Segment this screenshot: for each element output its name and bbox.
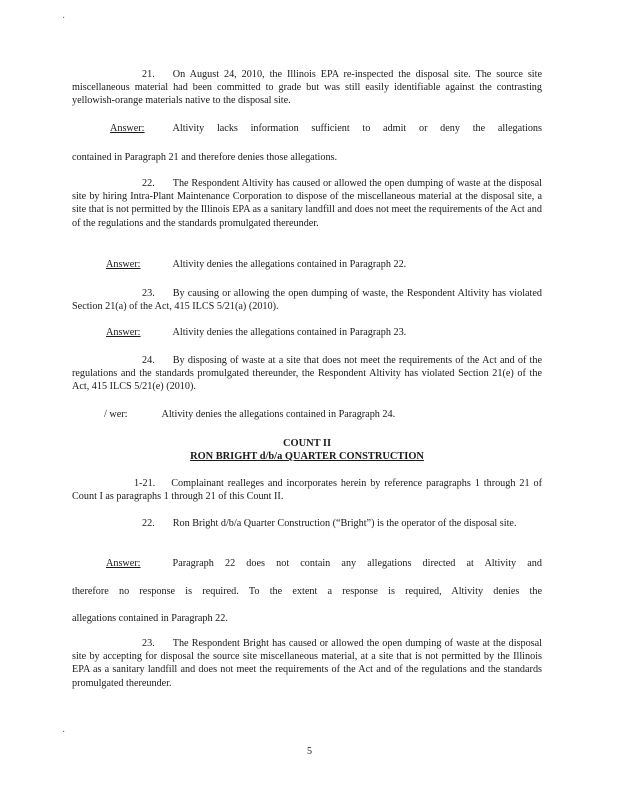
answer-21-line2: contained in Paragraph 21 and therefore denies those allegations. [72, 152, 338, 163]
count-title: COUNT II [282, 438, 332, 449]
paragraph-text: Complainant realleges and incorporates herein by reference paragraphs 1 through 21 of Count I as paragraphs 1 through 21 of this Count II. [72, 478, 542, 503]
answer-22 [72, 258, 542, 271]
paragraph-number: 22. [142, 518, 155, 529]
answer-label: Answer: [106, 327, 141, 338]
answer-label: Answer: [106, 558, 141, 569]
answer-22-count2-line1 [72, 557, 542, 570]
paragraph-number: 22. [142, 178, 155, 189]
answer-22-count2-line2: therefore no response is required. To the extent a response is required, Altivity denies the [72, 586, 542, 597]
scan-speck: · [62, 13, 66, 24]
answer-text: Altivity lacks information sufficient to admit or deny the allegations [172, 123, 542, 134]
answer-text: Altivity denies the allegations contained in Paragraph 23. [172, 327, 407, 338]
paragraph-number: 21. [142, 69, 155, 80]
answer-23 [72, 326, 542, 339]
paragraph-text: The Respondent Altivity has caused or allowed the open dumping of waste at the disposal site by hiring Intra-Plant Maintenance Corporation to dispose of the miscellaneous material at the disposal site, a site that is not permitted by the Illinois EPA as a sanitary landfill and does not meet the requirements of the Act and of the regulations and the standards promulgated thereunder. [72, 178, 542, 229]
answer-22-count2-line3: allegations contained in Paragraph 22. [72, 613, 228, 624]
answer-text: Altivity denies the allegations contained in Paragraph 24. [161, 409, 396, 420]
paragraph-text: Ron Bright d/b/a Quarter Construction (“Bright”) is the operator of the disposal site. [172, 518, 517, 529]
paragraph-number: 23. [142, 638, 155, 649]
answer-label: Answer: [110, 123, 145, 134]
paragraph-23-count2 [72, 637, 542, 690]
answer-text: Altivity denies the allegations contained in Paragraph 22. [172, 259, 407, 270]
paragraph-text: On August 24, 2010, the Illinois EPA re-inspected the disposal site. The source site miscellaneous material had been committed to grade but was still easily identifiable against the contrasting yellowish-orange materials native to the disposal site. [72, 69, 542, 107]
paragraph-21 [72, 68, 542, 108]
answer-24 [72, 408, 542, 421]
scan-speck: · [62, 727, 66, 738]
count-subtitle: RON BRIGHT d/b/a QUARTER CONSTRUCTION [190, 451, 424, 462]
page-number: 5 [307, 746, 312, 757]
paragraph-text: The Respondent Bright has caused or allowed the open dumping of waste at the disposal site by accepting for disposal the source site miscellaneous material, at a site that is not permitted by the Illinois EPA as a sanitary landfill and does not meet the requirements of the Act and of the regulations and the standards promulgated thereunder. [72, 638, 542, 689]
answer-label: Answer: [106, 259, 141, 270]
answer-label: / wer: [104, 409, 128, 420]
answer-21-line1 [72, 122, 542, 135]
paragraph-22 [72, 177, 542, 230]
paragraph-text: By disposing of waste at a site that does not meet the requirements of the Act and of the regulations and the standards promulgated thereunder, the Respondent Altivity has violated Section 21(e) of the Act, 415 ILCS 5/21(e) (2010). [72, 355, 542, 393]
answer-text: Paragraph 22 does not contain any allegations directed at Altivity and [172, 558, 542, 569]
paragraph-22-count2 [72, 517, 542, 530]
paragraph-1-21 [72, 477, 542, 503]
paragraph-number: 23. [142, 288, 155, 299]
paragraph-24 [72, 354, 542, 394]
paragraph-number: 1-21. [134, 478, 156, 489]
paragraph-number: 24. [142, 355, 155, 366]
paragraph-23 [72, 287, 542, 313]
paragraph-text: By causing or allowing the open dumping of waste, the Respondent Altivity has violated Section 21(a) of the Act, 415 ILCS 5/21(a) (2010). [72, 288, 542, 313]
